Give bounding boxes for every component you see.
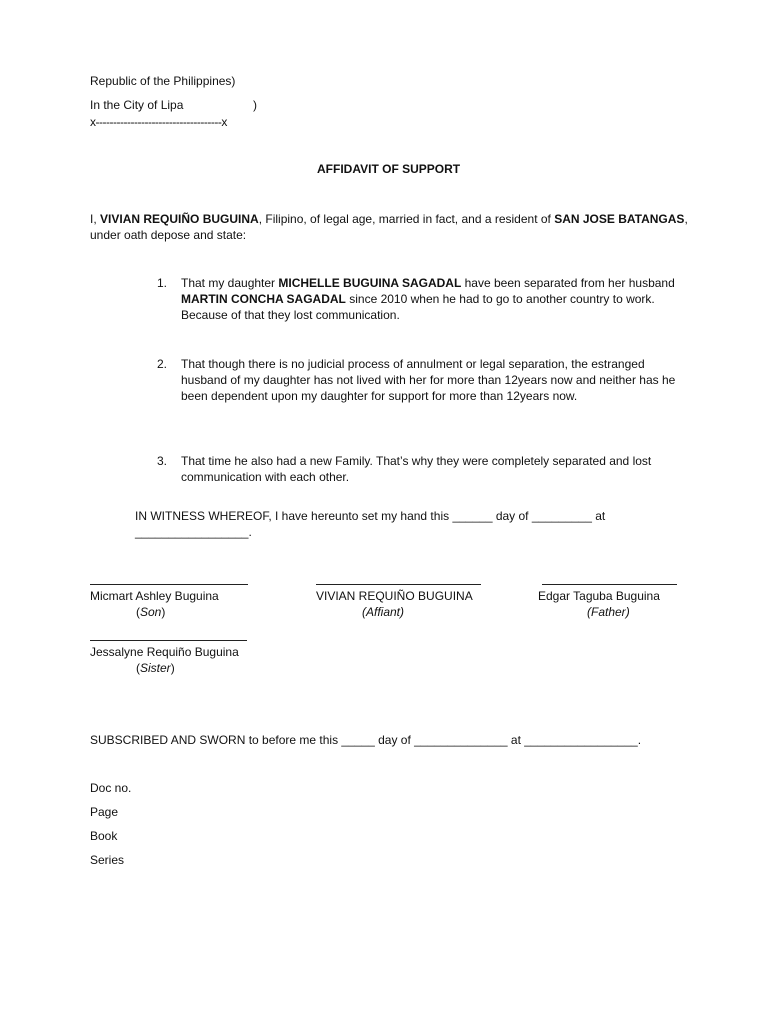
notary-series: Series: [90, 853, 125, 867]
role-paren: (: [136, 605, 140, 619]
signatory-father-name: Edgar Taguba Buguina: [538, 589, 660, 603]
intro-text-2: , Filipino, of legal age, married in fact, and a resident of: [258, 212, 555, 226]
daughter-name: MICHELLE BUGUINA SAGADAL: [278, 276, 462, 290]
signatory-sister-role: [136, 661, 175, 675]
role-paren: ): [400, 605, 405, 619]
residence-place: SAN JOSE BATANGAS: [554, 212, 685, 226]
header-separator: x------------------------------------x: [90, 115, 227, 129]
witness-clause: IN WITNESS WHEREOF, I have hereunto set my hand this ______ day of _________ at: [135, 509, 606, 523]
role-label: Father: [591, 605, 626, 619]
subscribed-sworn-clause: SUBSCRIBED AND SWORN to before me this _____ day of ______________ at _________________.: [90, 733, 642, 747]
role-paren: (: [362, 605, 366, 619]
role-label: Affiant: [366, 605, 401, 619]
role-label: Son: [140, 605, 162, 619]
role-paren: ): [161, 605, 166, 619]
role-paren: (: [136, 661, 140, 675]
header-city-paren: ): [253, 98, 257, 112]
role-paren: (: [587, 605, 591, 619]
notary-doc-no: Doc no.: [90, 781, 132, 795]
notary-book: Book: [90, 829, 118, 843]
husband-name: MARTIN CONCHA SAGADAL: [181, 292, 346, 306]
signatory-son-role: [136, 605, 165, 619]
header-republic: Republic of the Philippines): [90, 74, 236, 88]
item-text: That though there is no judicial process of annulment or legal separation, the estranged husband of my daughter has not lived with her for more than 12years now and neither has he been dependent upon my daughter for support for more than 12years now.: [181, 357, 676, 403]
signatory-son-name: Micmart Ashley Buguina: [90, 589, 219, 603]
signatory-affiant-name: VIVIAN REQUIÑO BUGUINA: [316, 589, 473, 603]
item-number: 2.: [157, 357, 168, 371]
intro-paragraph: [90, 211, 690, 243]
witness-place-blank: _________________.: [135, 525, 252, 539]
item-text-part: since 2010 when he had to go to another country to work. Because of that they lost communication.: [181, 292, 655, 322]
signatory-father-role: [587, 605, 630, 619]
role-paren: ): [170, 661, 175, 675]
affiant-name: VIVIAN REQUIÑO BUGUINA: [100, 212, 259, 226]
signature-line-father: [542, 584, 677, 585]
document-title: AFFIDAVIT OF SUPPORT: [317, 162, 461, 176]
item-number: 1.: [157, 276, 168, 290]
signatory-sister-name: Jessalyne Requiño Buguina: [90, 645, 239, 659]
signature-line-affiant: [316, 584, 481, 585]
signature-line-sister: [90, 640, 247, 641]
signatory-affiant-role: [362, 605, 404, 619]
role-label: Sister: [140, 661, 171, 675]
role-paren: ): [625, 605, 630, 619]
item-number: 3.: [157, 454, 168, 468]
item-text: That time he also had a new Family. That’s why they were completely separated and lost communication with each other.: [181, 454, 652, 484]
signature-line-son: [90, 584, 248, 585]
notary-page: Page: [90, 805, 119, 819]
item-text: [181, 275, 681, 323]
header-city: In the City of Lipa: [90, 98, 184, 112]
intro-text-3: , under oath depose and state:: [90, 212, 688, 242]
item-text-part: That my daughter: [181, 276, 279, 290]
intro-text-1: I,: [90, 212, 101, 226]
item-text-part: have been separated from her husband: [461, 276, 675, 290]
